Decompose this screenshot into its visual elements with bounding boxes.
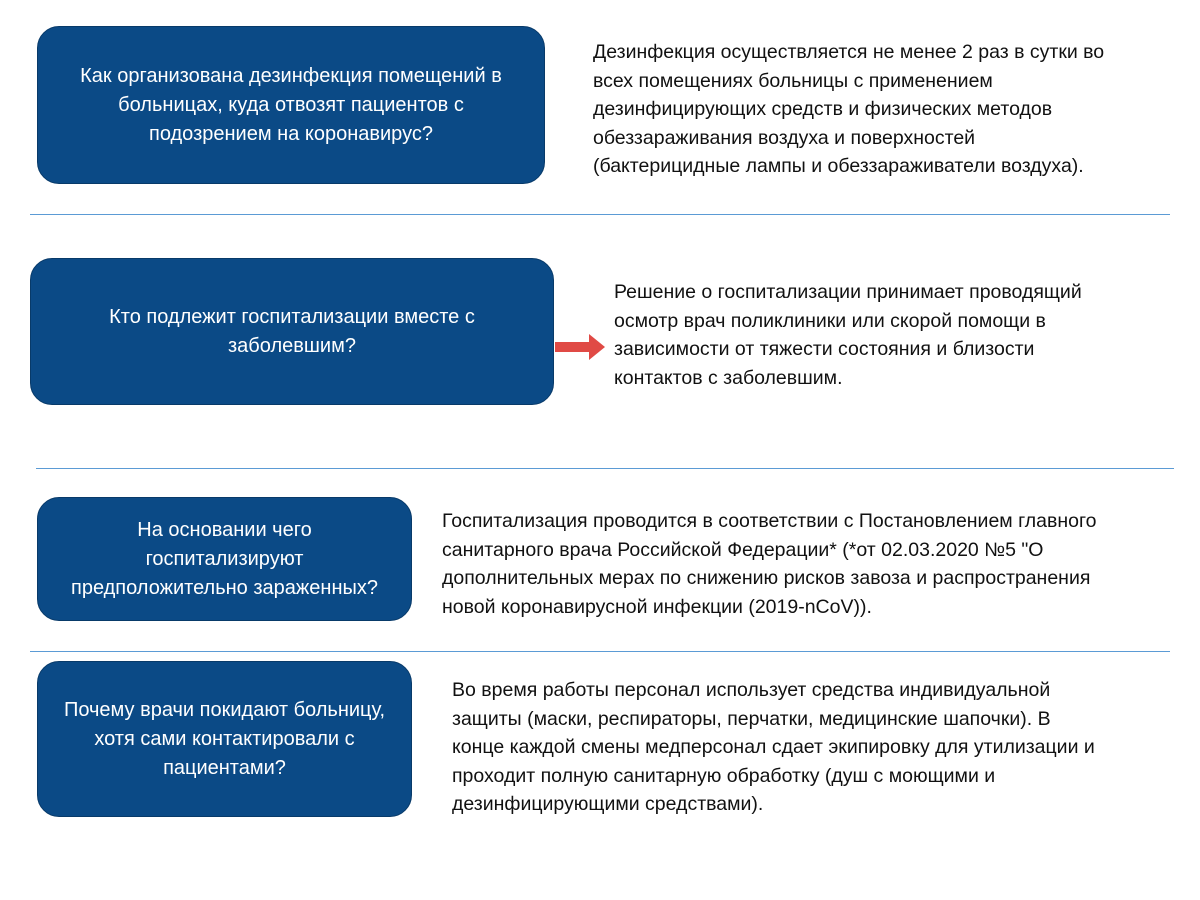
answer-hospitalization-basis: Госпитализация проводится в соответствии с Постановлением главного санитарного врача Российской Федерации* (*от 02.03.2020 №5 "О дополнительных мерах по снижению рисков завоза и распространения новой коронавирусной инфекции (2019-nCoV)). [442, 510, 1097, 618]
question-box-disinfection [37, 26, 545, 184]
question-text: Кто подлежит госпитализации вместе с заболевшим? [109, 305, 475, 357]
divider [36, 468, 1174, 469]
answer-hospitalization-contacts: Решение о госпитализации принимает проводящий осмотр врач поликлиники или скорой помощи в зависимости от тяжести состояния и близости контактов с заболевшим. [614, 281, 1082, 389]
question-text: На основании чего госпитализируют предположительно зараженных? [70, 518, 378, 599]
question-text: Как организована дезинфекция помещений в больницах, куда отвозят пациентов с подозрением на коронавирус? [80, 64, 502, 145]
question-box-hospitalization-contacts [30, 258, 554, 405]
right-arrow-icon [555, 334, 605, 360]
question-box-doctors-leaving [37, 661, 412, 817]
question-box-hospitalization-basis [37, 497, 412, 621]
divider [30, 651, 1170, 652]
divider [30, 214, 1170, 215]
answer-doctors-leaving: Во время работы персонал использует средства индивидуальной защиты (маски, респираторы, перчатки, медицинские шапочки). В конце каждой смены медперсонал сдает экипировку для утилизации и проходит полную санитарную обработку (душ с моющими и дезинфицирующими средствами). [452, 679, 1095, 815]
answer-disinfection: Дезинфекция осуществляется не менее 2 раз в сутки во всех помещениях больницы с применением дезинфицирующих средств и физических методов обеззараживания воздуха и поверхностей (бактерицидные лампы и обеззараживатели воздуха). [593, 41, 1105, 177]
question-text: Почему врачи покидают больницу, хотя сами контактировали с пациентами? [63, 698, 386, 779]
